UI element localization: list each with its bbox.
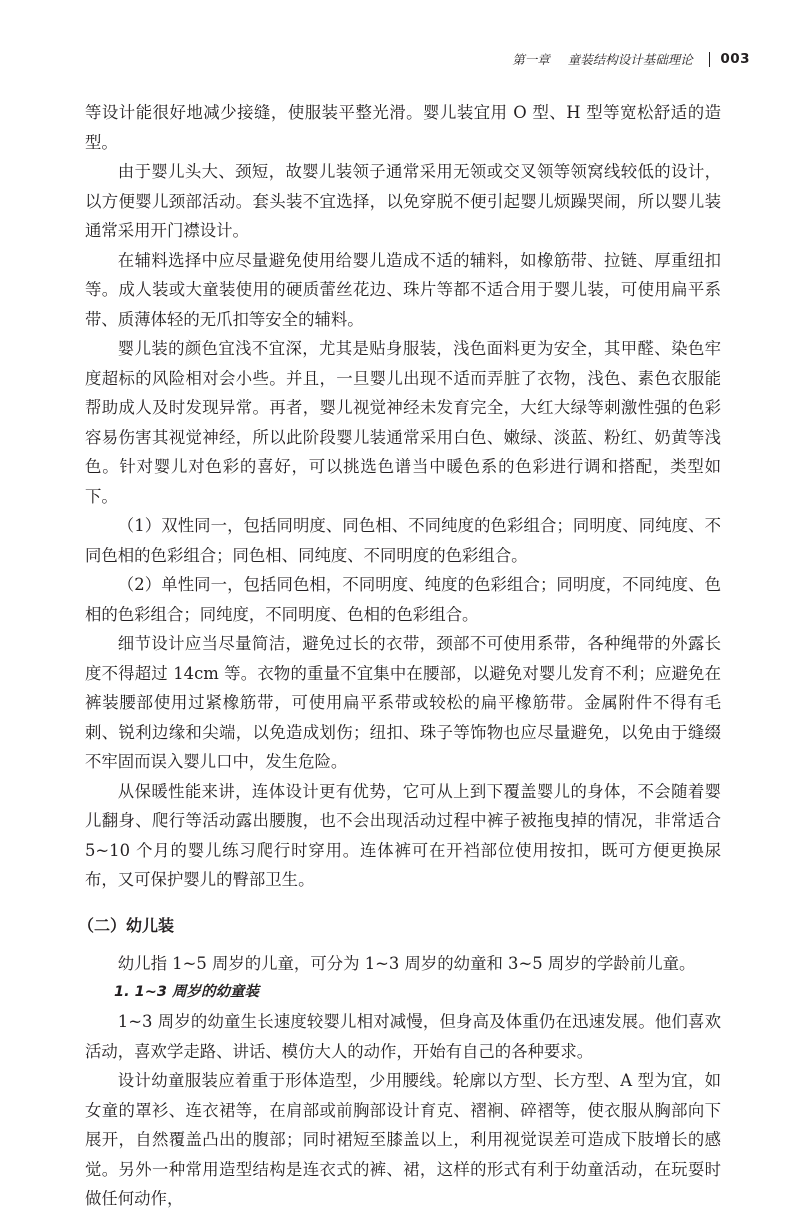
page-body [78, 98, 721, 1214]
paragraph: 细节设计应当尽量简洁，避免过长的衣带，颈部不可使用系带，各种绳带的外露长度不得超过 14cm 等。衣物的重量不宜集中在腰部，以避免对婴儿发育不利；应避免在裤装腰部使用过紧橡筋带，可使用扁平系带或较松的扁平橡筋带。金属附件不得有毛刺、锐利边缘和尖端，以免造成划伤；纽扣、珠子等饰物也应尽量避免，以免由于缝缀不牢固而误入婴儿口中，发生危险。 [85, 634, 721, 771]
list-item: （2）单性同一，包括同色相，不同明度、纯度的色彩组合；同明度，不同纯度、色相的色彩组合；同纯度，不同明度、色相的色彩组合。 [85, 575, 721, 624]
list-item: （1）双性同一，包括同明度、同色相、不同纯度的色彩组合；同明度、同纯度、不同色相的色彩组合；同色相、同纯度、不同明度的色彩组合。 [85, 516, 721, 565]
paragraph: 从保暖性能来讲，连体设计更有优势，它可从上到下覆盖婴儿的身体，不会随着婴儿翻身、爬行等活动露出腰腹，也不会出现活动过程中裤子被拖曳掉的情况，非常适合 5~10 个月的婴儿练习爬行时穿用。连体裤可在开裆部位使用按扣，既可方便更换尿布，又可保护婴儿的臀部卫生。 [85, 781, 721, 889]
paragraph: 婴儿装的颜色宜浅不宜深，尤其是贴身服装，浅色面料更为安全，其甲醛、染色牢度超标的风险相对会小些。并且，一旦婴儿出现不适而弄脏了衣物，浅色、素色衣服能帮助成人及时发现异常。再者，婴儿视觉神经未发育完全，大红大绿等刺激性强的色彩容易伤害其视觉神经，所以此阶段婴儿装通常采用白色、嫩绿、淡蓝、粉红、奶黄等浅色。针对婴儿对色彩的喜好，可以挑选色谱当中暖色系的色彩进行调和搭配，类型如下。 [85, 339, 721, 506]
paragraph-continuation: 等设计能很好地减少接缝，使服装平整光滑。婴儿装宜用 O 型、H 型等宽松舒适的造型。 [85, 103, 721, 152]
section-intro: 幼儿指 1~5 周岁的儿童，可分为 1~3 周岁的幼童和 3~5 周岁的学龄前儿童。 [117, 953, 696, 973]
section-heading: （二）幼儿装 [78, 915, 175, 935]
paragraph: 1~3 周岁的幼童生长速度较婴儿相对减慢，但身高及体重仍在迅速发展。他们喜欢活动，喜欢学走路、讲话、模仿大人的动作，开始有自己的各种要求。 [85, 1012, 721, 1061]
subsection-heading: 1. 1~3 周岁的幼童装 [114, 984, 260, 1000]
paragraph: 由于婴儿头大、颈短，故婴儿装领子通常采用无领或交叉领等领窝线较低的设计，以方便婴儿颈部活动。套头装不宜选择，以免穿脱不便引起婴儿烦躁哭闹，所以婴儿装通常采用开门襟设计。 [85, 162, 721, 240]
chapter-label: 第一章 [512, 52, 550, 67]
header-divider [709, 52, 711, 67]
chapter-title: 童装结构设计基础理论 [567, 52, 693, 67]
running-header [512, 50, 750, 68]
paragraph: 在辅料选择中应尽量避免使用给婴儿造成不适的辅料，如橡筋带、拉链、厚重纽扣等。成人装或大童装使用的硬质蕾丝花边、珠片等都不适合用于婴儿装，可使用扁平系带、质薄体轻的无爪扣等安全的辅料。 [85, 250, 721, 329]
paragraph: 设计幼童服装应着重于形体造型，少用腰线。轮廓以方型、长方型、A 型为宜，如女童的罩衫、连衣裙等，在肩部或前胸部设计育克、褶裥、碎褶等，使衣服从胸部向下展开，自然覆盖凸出的腹部；同时裙短至膝盖以上，利用视觉误差可造成下肢增长的感觉。另外一种常用造型结构是连衣式的裤、裙，这样的形式有利于幼童活动，在玩耍时做任何动作， [85, 1071, 721, 1208]
page-number: 003 [720, 51, 750, 67]
